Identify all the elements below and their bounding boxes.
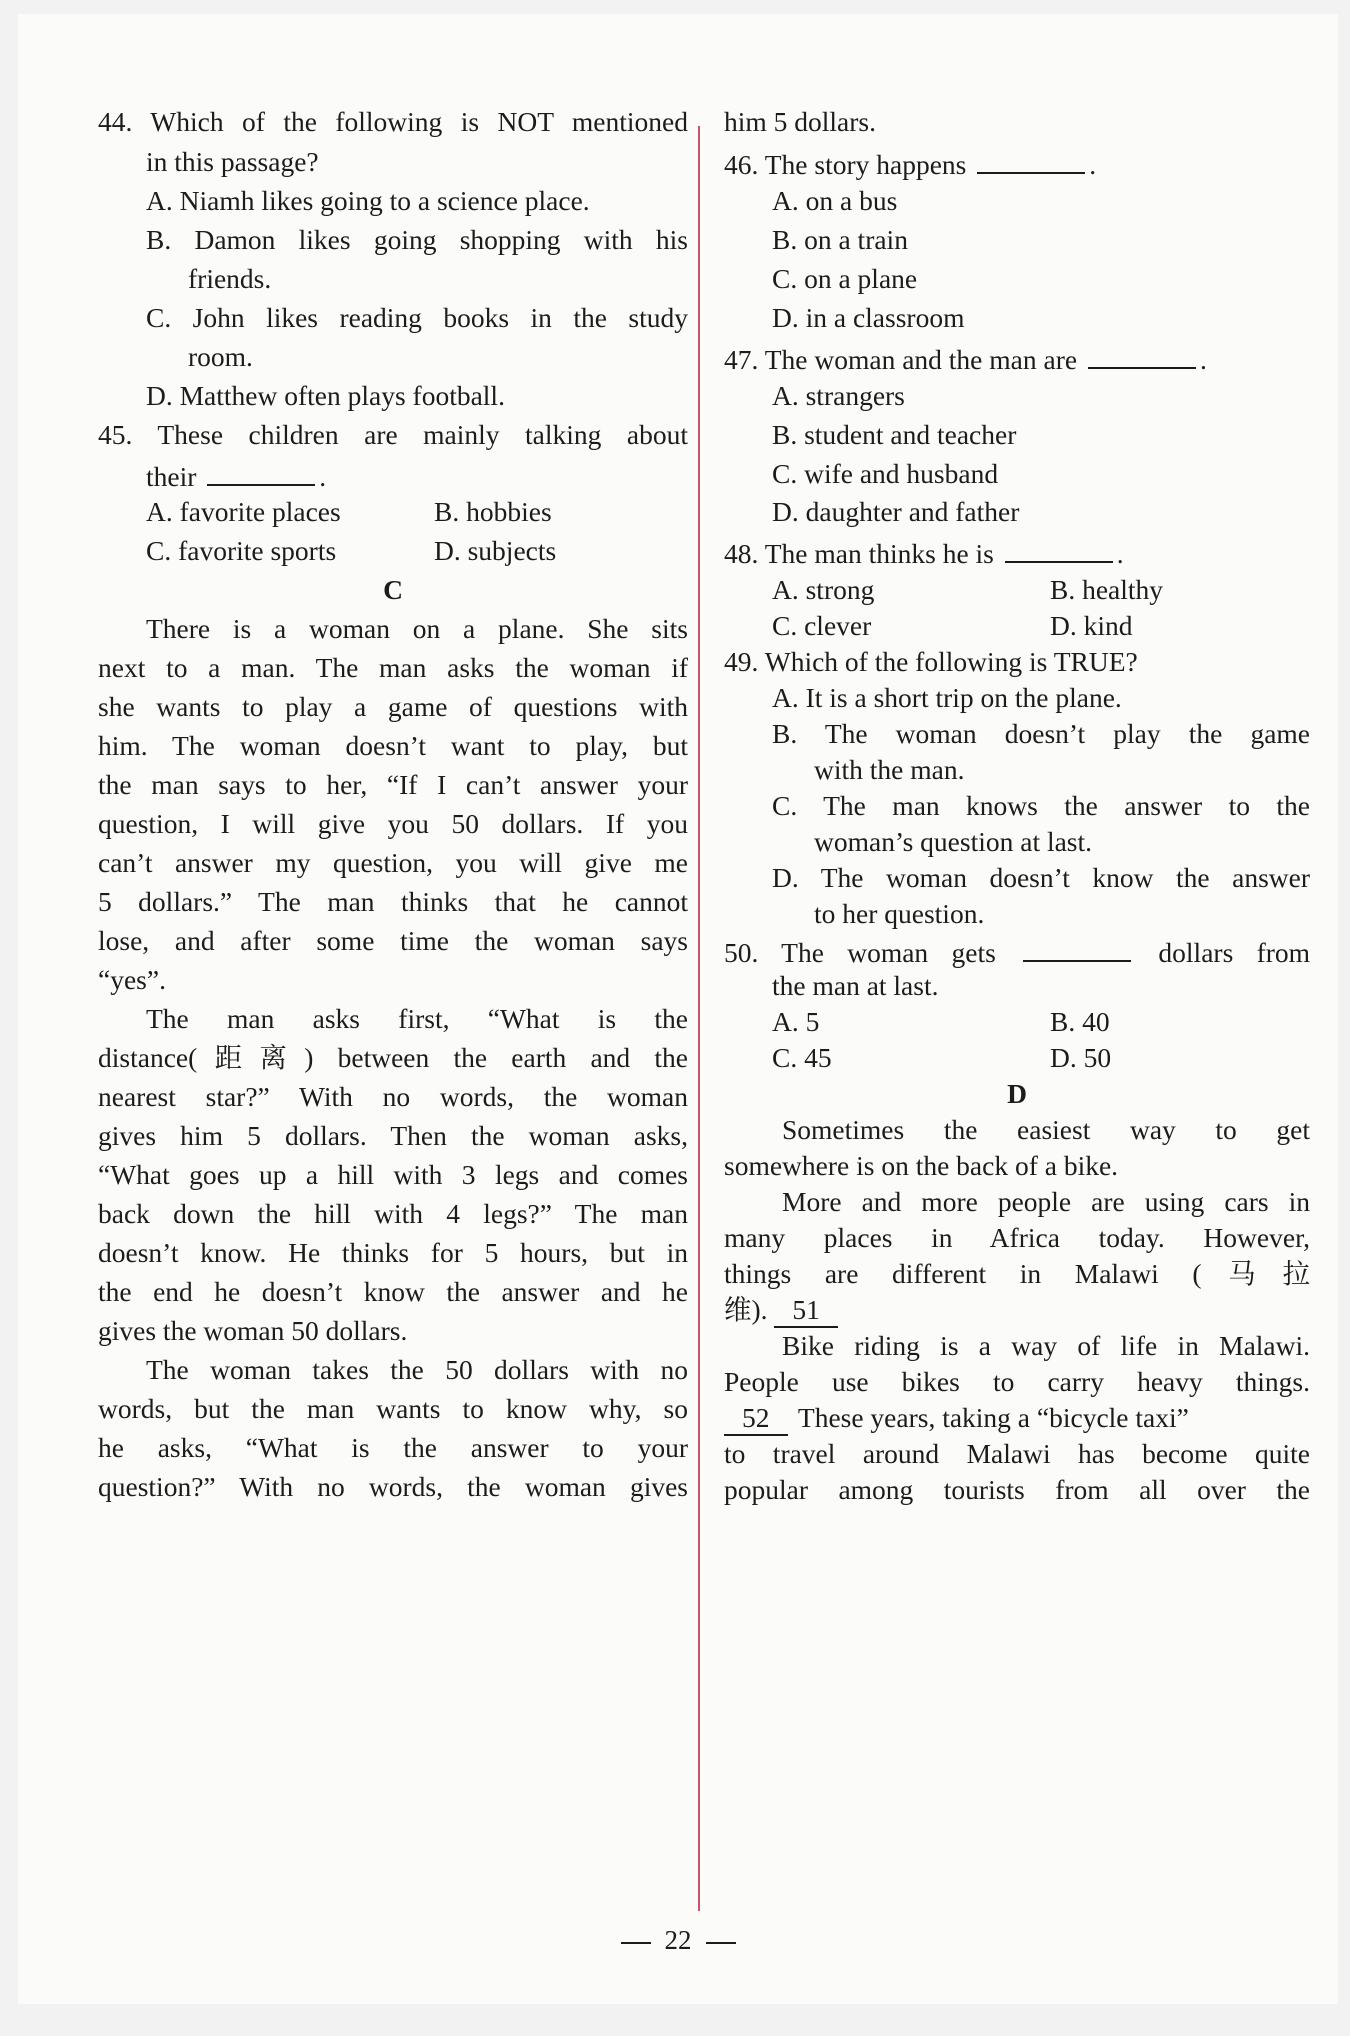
passage-d-line: somewhere is on the back of a bike. [724,1150,1119,1181]
q45-option-c: C. favorite sports [146,535,337,566]
passage-c-line: the man says to her, “If I can’t answer your [98,769,688,800]
passage-c-line: question?” With no words, the woman gives [98,1471,688,1502]
q48-stem: 48. The man thinks he is . [724,531,1310,571]
q45-stem-cont: their . [146,454,688,494]
answer-blank [1023,930,1131,962]
q47-stem: 47. The woman and the man are . [724,337,1310,377]
passage-c-line: him. The woman doesn’t want to play, but [98,730,688,761]
column-divider [698,126,700,1911]
q45-options-row1 [98,492,688,532]
passage-c-line: nearest star?” With no words, the woman [98,1081,688,1112]
passage-c-line: gives him 5 dollars. Then the woman asks, [98,1120,688,1151]
q45-option-b: B. hobbies [434,496,552,527]
section-c-heading: C [383,574,403,605]
q47-option-a: A. strangers [772,380,905,411]
passage-c-line: The man asks first, “What is the [146,1003,688,1034]
passage-d-line: popular among tourists from all over the [724,1474,1310,1505]
passage-c-line: words, but the man wants to know why, so [98,1393,688,1424]
page-number [18,1920,1338,1960]
q50-option-b: B. 40 [1050,1006,1110,1037]
q48-option-c: C. clever [772,610,872,641]
q50-option-d: D. 50 [1050,1042,1112,1073]
passage-d-line: many places in Africa today. However, [724,1222,1310,1253]
q45-option-d: D. subjects [434,535,557,566]
passage-d-line: More and more people are using cars in [782,1186,1310,1217]
passage-c-continued: him 5 dollars. [724,106,877,137]
passage-d-line: things are different in Malawi (马拉 [724,1258,1310,1289]
q47-option-c: C. wife and husband [772,458,999,489]
passage-c-line: distance(距离) between the earth and the [98,1042,688,1073]
q46-option-a: A. on a bus [772,185,898,216]
q50-option-c: C. 45 [772,1042,832,1073]
answer-blank [977,142,1085,174]
passage-d-line: 52 These years, taking a “bicycle taxi” [724,1398,1310,1438]
q48-options-row2 [724,606,1310,646]
answer-blank [207,454,315,486]
passage-c-line: can’t answer my question, you will give me [98,847,688,878]
passage-c-line: “yes”. [98,964,166,995]
blank-51: 51 [774,1294,838,1328]
q44-stem-cont: in this passage? [146,146,319,177]
q44-stem: 44. Which of the following is NOT mentioned [98,106,688,137]
passage-c-line: she wants to play a game of questions with [98,691,688,722]
section-d-heading: D [1007,1078,1027,1109]
q46-stem: 46. The story happens . [724,142,1310,182]
page-number-dash [706,1942,736,1944]
q50-stem-cont: the man at last. [772,970,939,1001]
passage-c-line: There is a woman on a plane. She sits [146,613,688,644]
q44-option-c: C. John likes reading books in the study [146,302,688,333]
q50-options-row2 [724,1038,1310,1078]
answer-blank [1088,337,1196,369]
passage-d-line: 维). 51 [724,1290,1310,1330]
q48-option-b: B. healthy [1050,574,1164,605]
answer-blank [1005,531,1113,563]
q47-option-b: B. student and teacher [772,419,1017,450]
book-page [18,14,1338,2004]
q48-option-d: D. kind [1050,610,1133,641]
q48-option-a: A. strong [772,574,875,605]
passage-d-line: People use bikes to carry heavy things. [724,1366,1310,1397]
q46-option-b: B. on a train [772,224,908,255]
passage-c-line: gives the woman 50 dollars. [98,1315,408,1346]
passage-c-line: question, I will give you 50 dollars. If you [98,808,688,839]
q45-stem: 45. These children are mainly talking about [98,419,688,450]
passage-d-line: Bike riding is a way of life in Malawi. [782,1330,1310,1361]
q44-option-b-cont: friends. [188,263,272,294]
passage-c-line: the end he doesn’t know the answer and he [98,1276,688,1307]
q47-option-d: D. daughter and father [772,496,1020,527]
q50-option-a: A. 5 [772,1006,820,1037]
q49-option-c: C. The man knows the answer to the [772,790,1310,821]
page-number-text: 22 [664,1925,692,1955]
q49-option-b-cont: with the man. [814,754,965,785]
passage-c-line: he asks, “What is the answer to your [98,1432,688,1463]
passage-c-line: lose, and after some time the woman says [98,925,688,956]
page-number-dash [621,1942,651,1944]
passage-d-line: Sometimes the easiest way to get [782,1114,1310,1145]
q46-option-d: D. in a classroom [772,302,965,333]
passage-c-line: back down the hill with 4 legs?” The man [98,1198,688,1229]
q45-option-a: A. favorite places [146,496,341,527]
q44-option-d: D. Matthew often plays football. [146,380,505,411]
q49-option-b: B. The woman doesn’t play the game [772,718,1310,749]
q49-stem: 49. Which of the following is TRUE? [724,646,1138,677]
passage-c-line: next to a man. The man asks the woman if [98,652,688,683]
blank-52: 52 [724,1402,788,1436]
passage-c-line: 5 dollars.” The man thinks that he cannot [98,886,688,917]
q50-options-row1 [724,1002,1310,1042]
q44-option-a: A. Niamh likes going to a science place. [146,185,590,216]
q45-options-row2 [98,531,688,571]
passage-d-line: to travel around Malawi has become quite [724,1438,1310,1469]
q49-option-d-cont: to her question. [814,898,985,929]
q49-option-d: D. The woman doesn’t know the answer [772,862,1310,893]
q49-option-c-cont: woman’s question at last. [814,826,1093,857]
passage-c-line: The woman takes the 50 dollars with no [146,1354,688,1385]
q44-option-b: B. Damon likes going shopping with his [146,224,688,255]
q50-stem: 50. The woman gets dollars from [724,930,1310,970]
passage-c-line: doesn’t know. He thinks for 5 hours, but in [98,1237,688,1268]
passage-c-line: “What goes up a hill with 3 legs and comes [98,1159,688,1190]
q49-option-a: A. It is a short trip on the plane. [772,682,1122,713]
q46-option-c: C. on a plane [772,263,918,294]
q48-options-row1 [724,570,1310,610]
q44-option-c-cont: room. [188,341,253,372]
